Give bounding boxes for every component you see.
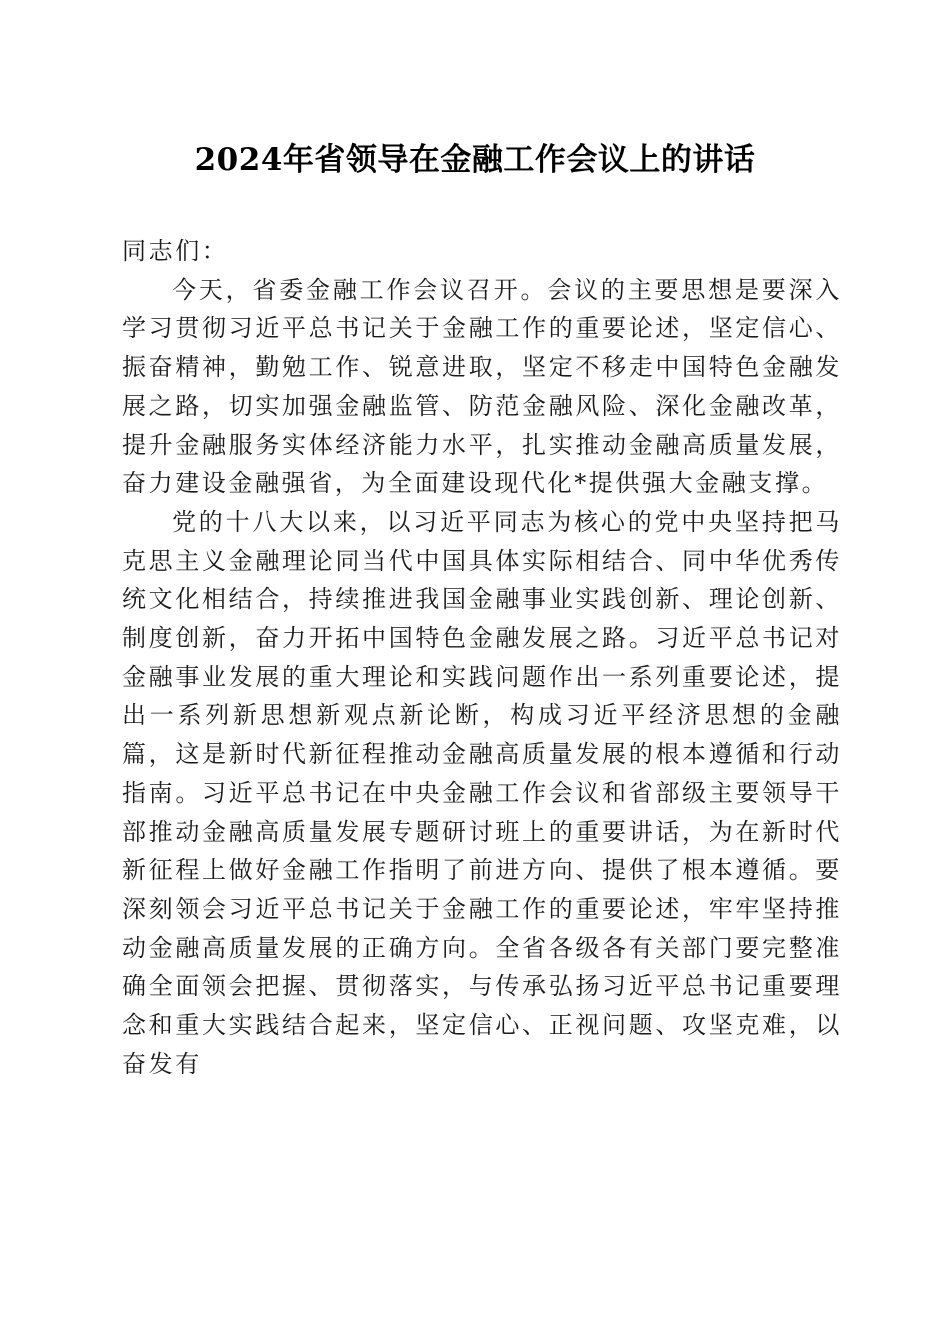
paragraph-main: 党的十八大以来，以习近平同志为核心的党中央坚持把马克思主义金融理论同当代中国具体实际相结合、同中华优秀传统文化相结合，持续推进我国金融事业实践创新、理论创新、制度创新，奋力开拓中国特色金融发展之路。习近平总书记对金融事业发展的重大理论和实践问题作出一系列重要论述，提出一系列新思想新观点新论断，构成习近平经济思想的金融篇，这是新时代新征程推动金融高质量发展的根本遵循和行动指南。习近平总书记在中央金融工作会议和省部级主要领导干部推动金融高质量发展专题研讨班上的重要讲话，为在新时代新征程上做好金融工作指明了前进方向、提供了根本遵循。要深刻领会习近平总书记关于金融工作的重要论述，牢牢坚持推动金融高质量发展的正确方向。全省各级各有关部门要完整准确全面领会把握、贯彻落实，与传承弘扬习近平总书记重要理念和重大实践结合起来，坚定信心、正视问题、攻坚克难，以奋发有	[122, 507, 842, 1078]
paragraph-intro: 今天，省委金融工作会议召开。会议的主要思想是要深入学习贯彻习近平总书记关于金融工作的重要论述，坚定信心、振奋精神，勤勉工作、锐意进取，坚定不移走中国特色金融发展之路，切实加强金融监管、防范金融风险、深化金融改革，提升金融服务实体经济能力水平，扎实推动金融高质量发展，奋力建设金融强省，为全面建设现代化*提供强大金融支撑。	[122, 275, 842, 498]
document-body	[122, 232, 842, 1083]
document-title: 2024年省领导在金融工作会议上的讲话	[194, 142, 756, 178]
salutation: 同志们：	[122, 237, 229, 265]
